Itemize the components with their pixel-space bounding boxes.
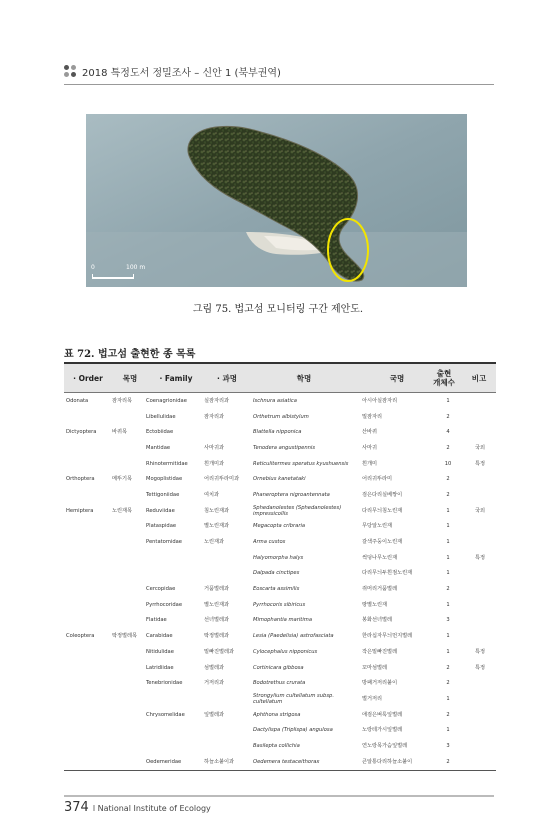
cell-count: 2 (446, 680, 450, 687)
cell-family: Libellulidae (146, 413, 176, 420)
footer-text: l National Institute of Ecology (92, 804, 211, 813)
cell-remarks: 국외 (474, 507, 486, 514)
scale-label: 100 m (126, 264, 146, 271)
cell-family: Mantidae (146, 444, 171, 451)
cell-scientific-name: Mimophantia maritima (253, 617, 313, 624)
cell-count: 1 (446, 507, 450, 514)
cell-scientific-name: Blattella nipponica (253, 429, 302, 436)
cell-family-ko (204, 424, 251, 440)
cell-order (66, 581, 110, 597)
cell-family-ko: 침노린재과 (204, 507, 230, 514)
cell-order (66, 534, 110, 550)
table-row (64, 738, 496, 754)
cell-family-ko: 흰개미과 (204, 460, 225, 467)
header-count: 출현 개체수 (433, 369, 455, 387)
footer-rule (64, 795, 494, 797)
cell-korean-name: 봉화선녀벌레 (362, 617, 393, 624)
cell-order (66, 519, 110, 535)
cell-family (146, 722, 202, 738)
cell-order-ko (112, 691, 144, 707)
table-row (64, 754, 496, 770)
table-row (64, 503, 496, 519)
table-row (64, 471, 496, 487)
cell-korean-name: 방패거저리붙이 (362, 680, 398, 687)
cell-family-ko: 사마귀과 (204, 444, 225, 451)
cell-family: Carabidae (146, 633, 173, 640)
cell-scientific-name: Phaneroptera nigroantennata (253, 491, 330, 498)
header-title: 2018 특정도서 정밀조사 – 신안 1 (북부권역) (82, 67, 281, 79)
cell-order (66, 440, 110, 456)
cell-remarks (464, 566, 496, 582)
cell-korean-name: 한라십자무늬먼지벌레 (362, 633, 413, 640)
cell-family-ko: 딱정벌레과 (204, 633, 230, 640)
cell-korean-name: 검은다리실베짱이 (362, 491, 403, 498)
cell-count: 1 (446, 554, 450, 561)
cell-family-ko: 별노린재과 (204, 601, 230, 608)
cell-korean-name: 밀잠자리 (362, 413, 383, 420)
cell-order-ko (112, 534, 144, 550)
cell-family-ko (204, 738, 251, 754)
cell-order: Orthoptera (66, 476, 95, 483)
cell-scientific-name: Strongylium cultellatum subsp. cultellatum (253, 692, 334, 705)
cell-scientific-name: Sphedanolestes (Sphedanolestes) impressicollis (253, 504, 342, 517)
cell-scientific-name: Orthetrum albistylum (253, 413, 309, 420)
table-row (64, 581, 496, 597)
cell-family: Flatidae (146, 617, 167, 624)
table-header (64, 364, 496, 393)
cell-korean-name: 작은밑빠진벌레 (362, 648, 398, 655)
cell-remarks: 특정 (474, 648, 486, 655)
cell-scientific-name: Lesia (Paedelisia) astrofasciata (253, 633, 334, 640)
cell-remarks (464, 519, 496, 535)
cell-order: Odonata (66, 397, 89, 404)
cell-count: 2 (446, 758, 450, 765)
cell-count: 1 (446, 648, 450, 655)
header-family: · Family (159, 373, 193, 383)
cell-order (66, 409, 110, 425)
table-row (64, 393, 496, 409)
cell-order (66, 644, 110, 660)
cell-count: 4 (446, 429, 450, 436)
footer (64, 800, 211, 815)
table-row (64, 644, 496, 660)
cell-family-ko: 하늘소붙이과 (204, 758, 235, 765)
table-row (64, 707, 496, 723)
cell-remarks (464, 738, 496, 754)
cell-korean-name: 어리귀뚜라미 (362, 476, 393, 483)
cell-family: Tettigoniidae (146, 491, 180, 498)
header-order-ko: 목명 (122, 373, 138, 383)
cell-family: Nitidulidae (146, 648, 174, 655)
cell-order: Hemiptera (66, 507, 94, 514)
table-title: 표 72. 법고섬 출현한 종 목록 (64, 349, 196, 360)
header-family-ko: · 과명 (217, 373, 237, 383)
cell-korean-name: 갈색주둥이노린재 (362, 539, 403, 546)
cell-count: 2 (446, 491, 450, 498)
cell-order-ko: 바퀴목 (112, 429, 128, 436)
cell-remarks (464, 393, 496, 409)
cell-order (66, 675, 110, 691)
cell-family-ko: 섬벌레과 (204, 664, 225, 671)
cell-order-ko (112, 707, 144, 723)
cell-family (146, 738, 202, 754)
cell-order-ko (112, 644, 144, 660)
cell-korean-name: 애검은벼룩잎벌레 (362, 711, 403, 718)
cell-count: 1 (446, 570, 450, 577)
cell-family: Reduviidae (146, 507, 175, 514)
cell-family-ko: 거저리과 (204, 680, 225, 687)
header-dots-icon (64, 65, 76, 77)
cell-family: Mogoplistidae (146, 476, 183, 483)
cell-family-ko: 거품벌레과 (204, 586, 230, 593)
cell-family-ko: 잎벌레과 (204, 711, 225, 718)
cell-order-ko (112, 519, 144, 535)
cell-remarks (464, 613, 496, 629)
table-row (64, 519, 496, 535)
cell-scientific-name: Cylocephalus nipponicus (253, 648, 318, 655)
cell-korean-name: 무당알노린재 (362, 523, 393, 530)
cell-korean-name: 연노랑목가슴잎벌레 (362, 742, 408, 749)
cell-family: Latridiidae (146, 664, 174, 671)
table-row (64, 409, 496, 425)
cell-count: 2 (446, 476, 450, 483)
cell-order (66, 691, 110, 707)
cell-scientific-name: Ornebius kanetataki (253, 476, 306, 483)
cell-order-ko (112, 754, 144, 770)
cell-order (66, 456, 110, 472)
cell-order (66, 738, 110, 754)
cell-order: Dictyoptera (66, 429, 97, 436)
cell-order (66, 597, 110, 613)
cell-order-ko (112, 409, 144, 425)
cell-scientific-name: Halyomorpha halys (253, 554, 304, 561)
cell-korean-name: 땅별노린재 (362, 601, 388, 608)
cell-scientific-name: Oedemera testaceithorax (253, 758, 320, 765)
cell-order-ko (112, 675, 144, 691)
table-row (64, 534, 496, 550)
cell-korean-name: 아시아실잠자리 (362, 397, 398, 404)
cell-order (66, 550, 110, 566)
cell-count: 2 (446, 413, 450, 420)
table-row (64, 550, 496, 566)
scale-zero: 0 (91, 264, 95, 271)
cell-count: 1 (446, 601, 450, 608)
cell-korean-name: 벌거저리 (362, 695, 383, 702)
table-row (64, 691, 496, 707)
cell-count: 2 (446, 664, 450, 671)
cell-scientific-name: Reticulitermes speratus kyushuensis (253, 460, 349, 467)
cell-remarks: 특정 (474, 664, 486, 671)
cell-remarks: 특정 (474, 460, 486, 467)
cell-count: 1 (446, 633, 450, 640)
cell-remarks (464, 597, 496, 613)
cell-count: 1 (446, 523, 450, 530)
cell-remarks (464, 675, 496, 691)
cell-family-ko (204, 550, 251, 566)
cell-korean-name: 사마귀 (362, 444, 378, 451)
cell-order-ko: 노린재목 (112, 507, 133, 514)
cell-order-ko (112, 722, 144, 738)
cell-order-ko (112, 581, 144, 597)
figure-caption: 그림 75. 법고섬 모니터링 구간 제안도. (192, 304, 364, 315)
cell-scientific-name: Pyrrhocoris sibiricus (253, 601, 306, 608)
cell-korean-name: 흰개미 (362, 460, 378, 467)
cell-family-ko (204, 566, 251, 582)
cell-remarks: 국외 (474, 444, 486, 451)
cell-remarks (464, 754, 496, 770)
header-order: · Order (73, 373, 103, 383)
cell-family: Cercopidae (146, 586, 176, 593)
cell-scientific-name: Cortinicara gibbosa (253, 664, 304, 671)
cell-scientific-name: Arma custos (253, 539, 286, 546)
cell-count: 3 (446, 617, 450, 624)
cell-korean-name: 큰알통다리하늘소붙이 (362, 758, 413, 765)
cell-order-ko (112, 456, 144, 472)
cell-scientific-name: Dactylispa (Triplispa) angulosa (253, 727, 333, 734)
cell-korean-name: 꼬마섬벌레 (362, 664, 388, 671)
cell-remarks (464, 424, 496, 440)
cell-count: 2 (446, 444, 450, 451)
cell-scientific-name: Megacopta cribraria (253, 523, 306, 530)
cell-korean-name: 다리무늬침노린재 (362, 507, 403, 514)
header-remarks: 비고 (471, 373, 487, 383)
table-body (64, 393, 496, 770)
cell-remarks (464, 534, 496, 550)
cell-order-ko (112, 738, 144, 754)
table-row (64, 628, 496, 644)
cell-scientific-name: Ischnura asiatica (253, 397, 297, 404)
species-table (64, 362, 496, 771)
cell-order-ko: 딱정벌레목 (112, 633, 138, 640)
cell-family-ko: 밑빠진벌레과 (204, 648, 235, 655)
cell-count: 3 (446, 742, 450, 749)
cell-family: Coenagrionidae (146, 397, 187, 404)
cell-order: Coleoptera (66, 633, 95, 640)
cell-order (66, 707, 110, 723)
cell-remarks (464, 581, 496, 597)
cell-family (146, 566, 202, 582)
cell-family: Ectobiidae (146, 429, 174, 436)
cell-order (66, 722, 110, 738)
cell-family-ko: 별노린재과 (204, 523, 230, 530)
table-row (64, 675, 496, 691)
cell-family: Rhinotermitidae (146, 460, 188, 467)
table-row (64, 566, 496, 582)
cell-scientific-name: Tenodera angustipennis (253, 444, 316, 451)
cell-family-ko: 노린재과 (204, 539, 225, 546)
cell-family: Chrysomelidae (146, 711, 185, 718)
cell-order (66, 660, 110, 676)
cell-order (66, 566, 110, 582)
cell-remarks (464, 409, 496, 425)
cell-family-ko: 여치과 (204, 491, 220, 498)
cell-family: Plataspidae (146, 523, 177, 530)
cell-family: Tenebrionidae (146, 680, 183, 687)
cell-order-ko (112, 597, 144, 613)
cell-count: 1 (446, 727, 450, 734)
table-row (64, 722, 496, 738)
cell-korean-name: 산바퀴 (362, 429, 378, 436)
cell-korean-name: 다리무늬두흰점노린재 (362, 570, 413, 577)
cell-order-ko (112, 566, 144, 582)
cell-scientific-name: Bodotrethus crurata (253, 680, 306, 687)
cell-count: 2 (446, 711, 450, 718)
cell-order-ko (112, 487, 144, 503)
header-korean-name: 국명 (389, 373, 405, 383)
table-row (64, 597, 496, 613)
cell-order-ko: 메뚜기목 (112, 476, 133, 483)
table-row (64, 660, 496, 676)
cell-order-ko (112, 660, 144, 676)
cell-order (66, 754, 110, 770)
cell-remarks (464, 691, 496, 707)
cell-korean-name: 노랑테가시잎벌레 (362, 727, 403, 734)
table-row (64, 424, 496, 440)
cell-order-ko (112, 550, 144, 566)
cell-family-ko: 어리귀뚜라미과 (204, 476, 240, 483)
aerial-photo (86, 114, 467, 287)
table-row (64, 440, 496, 456)
cell-family: Pentatomidae (146, 539, 183, 546)
cell-order-ko: 잠자리목 (112, 397, 133, 404)
cell-family-ko: 선녀벌레과 (204, 617, 230, 624)
table-row (64, 613, 496, 629)
cell-order-ko (112, 440, 144, 456)
cell-count: 2 (446, 586, 450, 593)
cell-remarks: 특정 (474, 554, 486, 561)
cell-family: Pyrrhocoridae (146, 601, 183, 608)
cell-order-ko (112, 613, 144, 629)
header-rule (64, 84, 494, 85)
cell-order (66, 487, 110, 503)
cell-scientific-name: Aphthona strigosa (253, 711, 301, 718)
cell-count: 10 (444, 460, 452, 467)
page-number: 374 (64, 800, 89, 815)
cell-korean-name: 쥐머리거품벌레 (362, 586, 398, 593)
cell-remarks (464, 487, 496, 503)
cell-family: Oedemeridae (146, 758, 182, 765)
cell-remarks (464, 722, 496, 738)
cell-order (66, 613, 110, 629)
cell-family-ko: 잠자리과 (204, 413, 225, 420)
cell-family-ko (204, 691, 251, 707)
cell-family-ko: 실잠자리과 (204, 397, 230, 404)
table-row (64, 456, 496, 472)
cell-korean-name: 썩덩나무노린재 (362, 554, 398, 561)
cell-family-ko (204, 722, 251, 738)
cell-scientific-name: Eoscarta assimilis (253, 586, 300, 593)
cell-remarks (464, 471, 496, 487)
table-row (64, 487, 496, 503)
cell-remarks (464, 628, 496, 644)
cell-count: 1 (446, 539, 450, 546)
cell-family (146, 691, 202, 707)
header-scientific-name: 학명 (296, 373, 312, 383)
cell-count: 1 (446, 397, 450, 404)
cell-scientific-name: Basilepta collichia (253, 742, 300, 749)
running-header (64, 62, 494, 80)
cell-scientific-name: Dalpada cinctipes (253, 570, 300, 577)
cell-family (146, 550, 202, 566)
cell-remarks (464, 707, 496, 723)
cell-count: 1 (446, 695, 450, 702)
